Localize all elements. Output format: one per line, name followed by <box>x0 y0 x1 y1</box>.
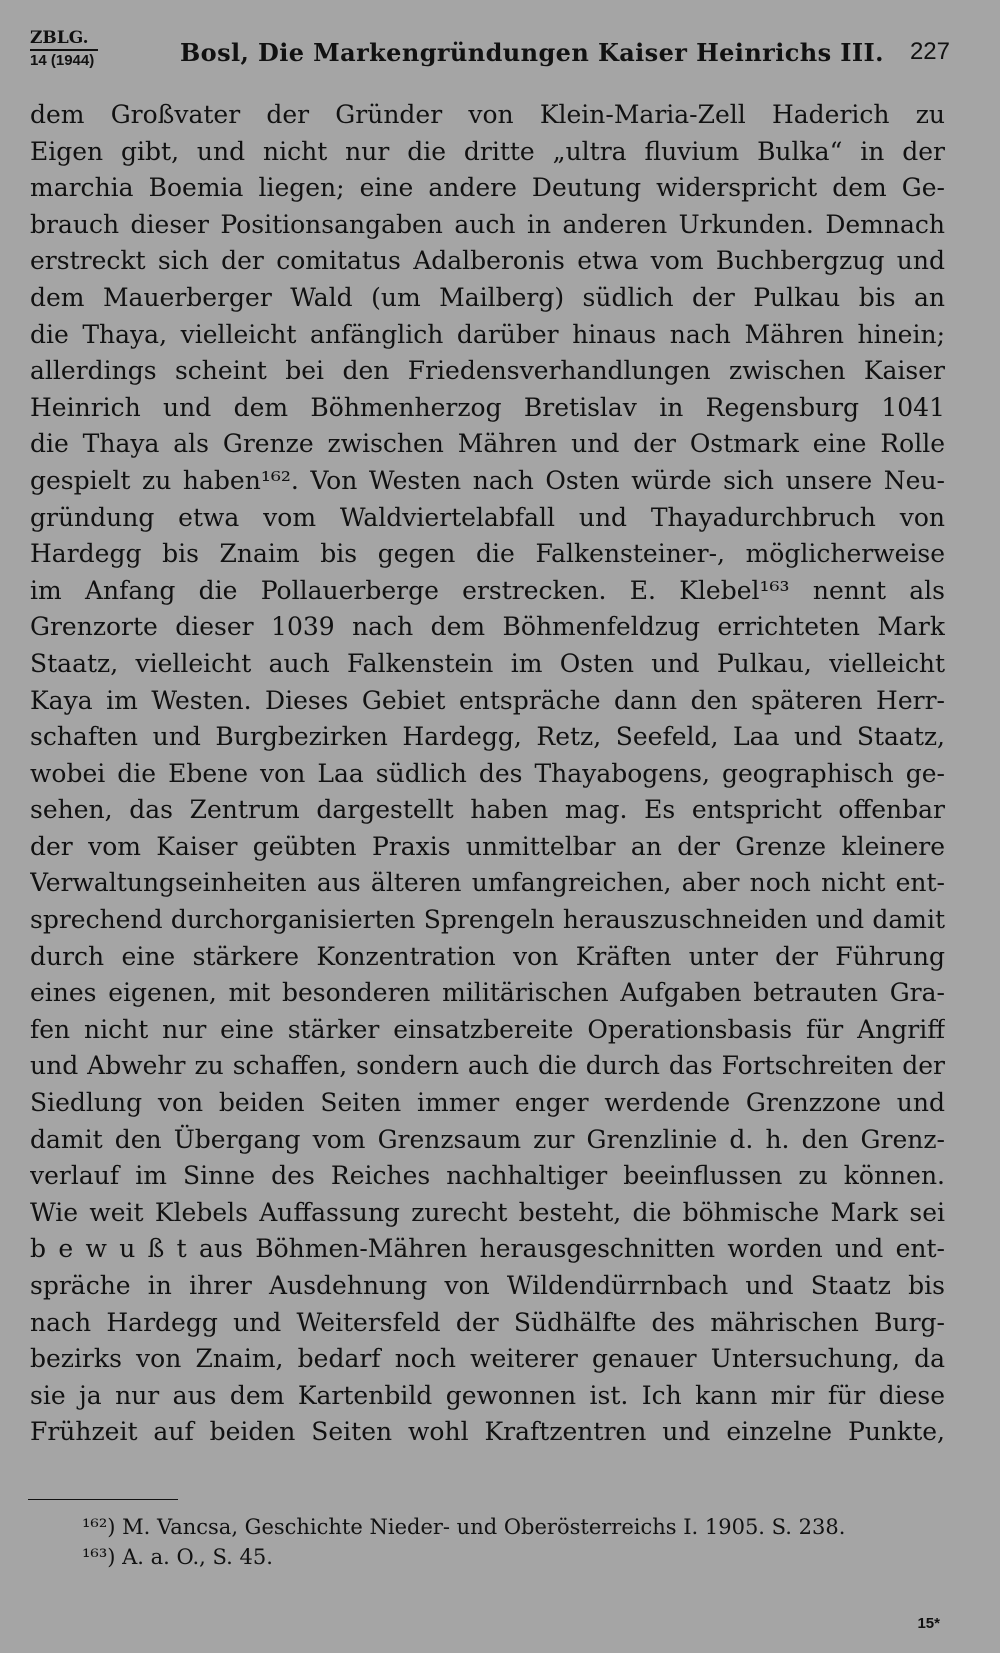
text-line: bezirks von Znaim, bedarf noch weiterer genauer Untersuchung, da <box>30 1344 945 1374</box>
text-line: gespielt zu haben¹⁶². Von Westen nach Osten würde sich unsere Neu- <box>30 465 945 495</box>
text-line: Grenzorte dieser 1039 nach dem Böhmenfeldzug errichteten Mark <box>30 612 945 642</box>
text-line: dem Großvater der Gründer von Klein-Maria-Zell Haderich zu <box>30 100 945 129</box>
text-line: eines eigenen, mit besonderen militärischen Aufgaben betrauten Gra- <box>30 978 945 1008</box>
text-line: nach Hardegg und Weitersfeld der Südhälfte des mährischen Burg- <box>30 1307 945 1337</box>
page-number: 227 <box>909 38 950 65</box>
text-line: marchia Boemia liegen; eine andere Deutung widerspricht dem Ge- <box>30 173 945 203</box>
footnote-divider <box>28 1499 178 1500</box>
text-line: schaften und Burgbezirken Hardegg, Retz, Seefeld, Laa und Staatz, <box>30 722 945 752</box>
text-line: verlauf im Sinne des Reiches nachhaltiger beeinflussen zu können. <box>30 1161 945 1191</box>
text-line: brauch dieser Positionsangaben auch in anderen Urkunden. Demnach <box>30 209 945 239</box>
running-title: Bosl, Die Markengründungen Kaiser Heinrichs III. <box>180 38 884 67</box>
text-line: sprechend durchorganisierten Sprengeln herauszuschneiden und damit <box>30 905 945 935</box>
page-header <box>30 28 950 78</box>
text-line: Kaya im Westen. Dieses Gebiet entspräche dann den späteren Herr- <box>30 685 945 715</box>
text-line: Staatz, vielleicht auch Falkenstein im Osten und Pulkau, vielleicht <box>30 648 945 678</box>
text-line: dem Mauerberger Wald (um Mailberg) südlich der Pulkau bis an <box>30 282 945 312</box>
journal-abbreviation: ZBLG. <box>30 28 98 51</box>
text-line: spräche in ihrer Ausdehnung von Wildendürrnbach und Staatz bis <box>30 1271 945 1300</box>
text-line: und Abwehr zu schaffen, sondern auch die durch das Fortschreiten der <box>30 1051 945 1081</box>
journal-volume: 14 (1944) <box>30 52 95 69</box>
text-line: b e w u ß t aus Böhmen-Mähren herausgeschnitten worden und ent- <box>30 1234 945 1264</box>
text-line: fen nicht nur eine stärker einsatzbereite Operationsbasis für Angriff <box>30 1014 945 1044</box>
text-line: sehen, das Zentrum dargestellt haben mag. Es entspricht offenbar <box>30 795 945 825</box>
text-line: im Anfang die Pollauerberge erstrecken. E. Klebel¹⁶³ nennt als <box>30 575 945 605</box>
footnote-162: ¹⁶²) M. Vancsa, Geschichte Nieder- und Oberösterreichs I. 1905. S. 238. <box>82 1515 846 1539</box>
body-text <box>30 97 945 1451</box>
text-line: durch eine stärkere Konzentration von Kräften unter der Führung <box>30 941 945 971</box>
text-line: damit den Übergang vom Grenzsaum zur Grenzlinie d. h. den Grenz- <box>30 1124 945 1154</box>
text-line: die Thaya als Grenze zwischen Mähren und der Ostmark eine Rolle <box>30 429 945 459</box>
journal-reference <box>30 28 110 71</box>
text-line: sie ja nur aus dem Kartenbild gewonnen ist. Ich kann mir für diese <box>30 1380 945 1410</box>
text-line: Hardegg bis Znaim bis gegen die Falkensteiner-, möglicherweise <box>30 539 945 569</box>
text-line: erstreckt sich der comitatus Adalberonis etwa vom Buchbergzug und <box>30 246 945 276</box>
text-line: Wie weit Klebels Auffassung zurecht besteht, die böhmische Mark sei <box>30 1197 945 1227</box>
text-line: Verwaltungseinheiten aus älteren umfangreichen, aber noch nicht ent- <box>30 868 945 898</box>
text-line: allerdings scheint bei den Friedensverhandlungen zwischen Kaiser <box>30 356 945 386</box>
text-line: der vom Kaiser geübten Praxis unmittelbar an der Grenze kleinere <box>30 831 945 861</box>
text-line: Heinrich und dem Böhmenherzog Bretislav in Regensburg 1041 <box>30 392 945 422</box>
printer-signature-mark: 15* <box>917 1615 940 1632</box>
text-line: Siedlung von beiden Seiten immer enger werdende Grenzzone und <box>30 1088 945 1118</box>
text-line: gründung etwa vom Waldviertelabfall und Thayadurchbruch von <box>30 502 945 532</box>
footnotes <box>82 1512 942 1572</box>
text-line: Frühzeit auf beiden Seiten wohl Kraftzentren und einzelne Punkte, <box>30 1417 945 1447</box>
text-line: wobei die Ebene von Laa südlich des Thayabogens, geographisch ge- <box>30 758 945 788</box>
text-line: Eigen gibt, und nicht nur die dritte „ultra fluvium Bulka“ in der <box>30 136 945 166</box>
text-line: die Thaya, vielleicht anfänglich darüber hinaus nach Mähren hinein; <box>30 319 945 349</box>
footnote-163: ¹⁶³) A. a. O., S. 45. <box>82 1545 273 1569</box>
